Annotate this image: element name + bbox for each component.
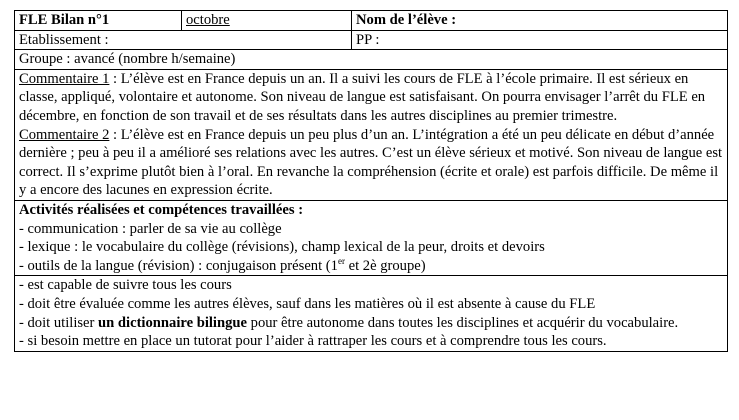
activity-item [19, 257, 723, 276]
comment-2-text: : L’élève est en France depuis un peu plus d’un an. L’intégration a été un peu délicate en début d’année dernière ; peu à peu il a amélioré ses relations avec les autres. C’est un élève sérieux et motivé. Son niveau de langue est correct. Il s’exprime plutôt bien à l’oral. En revanche la compréhension (écrite et orale) est parfois difficile. De même il y a encore des lacunes en expression écrite. [19, 126, 723, 199]
activity-item: - lexique : le vocabulaire du collège (révisions), champ lexical de la peur, droits et devoirs [19, 239, 545, 256]
group-row [15, 50, 728, 70]
evaluation-sheet [14, 10, 727, 352]
evaluation-table [14, 10, 728, 352]
bilingual-dictionary-emphasis: un dictionnaire bilingue [98, 314, 247, 331]
month-cell: octobre [182, 11, 352, 31]
recommendation-item: - si besoin mettre en place un tutorat pour l’aider à rattraper les cours et à comprendre tous les cours. [19, 333, 607, 350]
establishment-row [15, 30, 728, 50]
comments-cell [15, 69, 728, 200]
recommendations-row [15, 276, 728, 351]
pp-label: PP : [352, 30, 728, 50]
comment-2 [19, 126, 723, 200]
activities-row [15, 200, 728, 275]
comments-row [15, 69, 728, 200]
group-label: Groupe : avancé (nombre h/semaine) [15, 50, 728, 70]
recommendation-text: - doit utiliser [19, 314, 99, 331]
comment-2-label: Commentaire 2 [19, 126, 110, 143]
activity-item-text: et 2è groupe) [344, 257, 426, 274]
comment-1-text: : L’élève est en France depuis un an. Il a suivi les cours de FLE à l’école primaire. Il est sérieux en classe, appliqué, volontaire et autonome. Son niveau de langue est satisfaisant. On pourra envisager l’arrêt du FLE en décembre, en fonction de son travail et de ses résultats dans les autres disciplines au premier trimestre. [19, 70, 706, 124]
activities-heading: Activités réalisées et compétences travaillées : [19, 201, 304, 218]
recommendation-item: - est capable de suivre tous les cours [19, 277, 232, 294]
recommendation-item: - doit être évaluée comme les autres élèves, sauf dans les matières où il est absente à cause du FLE [19, 295, 596, 312]
recommendation-text: pour être autonome dans toutes les disciplines et acquérir du vocabulaire. [247, 314, 679, 331]
recommendation-item [19, 314, 723, 333]
comment-1 [19, 70, 723, 126]
superscript-er: er [337, 255, 345, 266]
recommendations-cell [15, 276, 728, 351]
activities-cell [15, 200, 728, 275]
student-name-label: Nom de l’élève : [352, 11, 728, 31]
establishment-label: Etablissement : [15, 30, 352, 50]
activity-item-text: - outils de la langue (révision) : conjugaison présent (1 [19, 257, 338, 274]
activity-item: - communication : parler de sa vie au collège [19, 220, 282, 237]
header-row [15, 11, 728, 31]
comment-1-label: Commentaire 1 [19, 70, 110, 87]
sheet-title: FLE Bilan n°1 [15, 11, 182, 31]
